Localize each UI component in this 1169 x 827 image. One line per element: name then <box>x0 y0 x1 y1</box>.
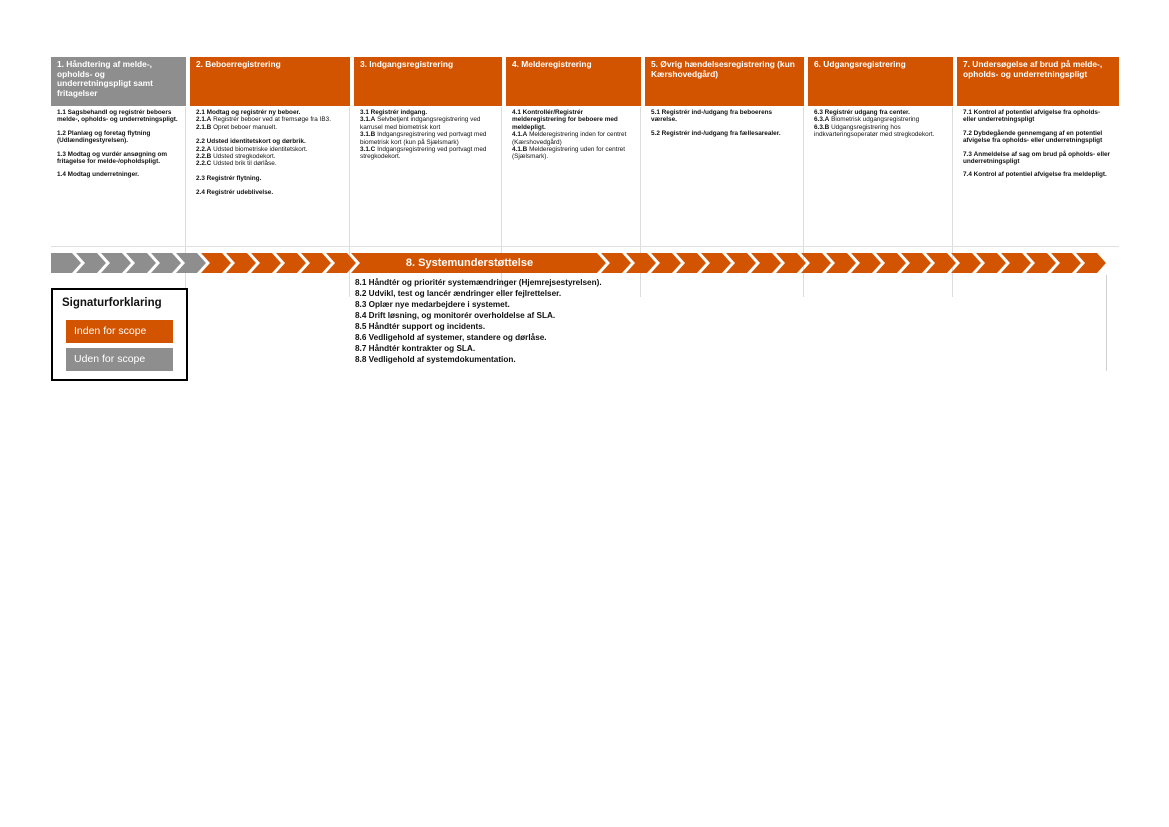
item-text: Registrér ind-/udgang fra beboerens værelse. <box>651 109 773 124</box>
item-text: Kontrol af potentiel afvigelse fra opholds- eller underretningspligt <box>963 109 1101 124</box>
item-id: 7.2 <box>963 129 972 137</box>
item-text: Registrér indgang. <box>370 109 428 116</box>
item-text: Udsted biometriske identitetskort. <box>213 145 308 153</box>
item-text: Udgangsregistrering hos indkvarteringsoperatør med stregkodekort. <box>814 123 935 139</box>
item-id: 1.4 <box>57 171 66 179</box>
item-text: Modtag underretninger. <box>67 171 140 179</box>
item-id: 2.2 <box>196 138 205 146</box>
column-5-header: 5. Øvrig hændelsesregistrering (kun Kærshovedgård) <box>645 57 804 106</box>
support-list <box>347 275 1107 371</box>
item-id: 3.1.A <box>360 116 376 124</box>
item-text: Udsted identitetskort og dørbrik. <box>206 138 306 146</box>
column-7-header: 7. Undersøgelse af brud på melde-, opholds- og underretningspligt <box>957 57 1119 106</box>
item-id: 1.3 <box>57 150 66 158</box>
item-text: Modtag og vurdér ansøgning om fritagelse for melde-/opholdspligt. <box>57 150 168 166</box>
item-id: 4.1.A <box>512 131 528 139</box>
item-id: 4.1.B <box>512 146 528 154</box>
column-4-header: 4. Melderegistrering <box>506 57 641 106</box>
item-text: Melderegistrering inden for centret (Kærshovedgård) <box>512 131 627 146</box>
item-id: 5.2 <box>651 129 660 137</box>
support-item: 8.2 Udvikl, test og lancér ændringer eller fejlrettelser. <box>355 289 562 298</box>
item-id: 1.1 <box>57 109 66 116</box>
item-text: Melderegistrering uden for centret (Sjælsmark). <box>512 146 625 161</box>
chevron-gray <box>51 253 81 273</box>
item-id: 7.1 <box>963 109 972 116</box>
column-2-header: 2. Beboerregistrering <box>190 57 350 106</box>
support-item: 8.1 Håndtér og prioritér systemændringer (Hjemrejsestyrelsen). <box>355 278 602 287</box>
support-item: 8.5 Håndtér support og incidents. <box>355 322 486 331</box>
item-id: 7.3 <box>963 150 972 158</box>
item-text: Dybdegående gennemgang af en potentiel afvigelse fra opholds- eller underretningspligt <box>963 129 1103 145</box>
legend-item-in-scope: Inden for scope <box>66 320 173 343</box>
item-text: Indgangsregistrering ved portvagt med stregkodekort. <box>360 146 487 161</box>
item-id: 6.3.B <box>814 123 830 131</box>
item-id: 2.3 <box>196 174 205 182</box>
item-text: Registrér ind-/udgang fra fællesarealer. <box>661 129 781 137</box>
item-text: Selvbetjent indgangsregistrering ved karrusel med biometrisk kort <box>360 116 481 131</box>
item-id: 2.2.C <box>196 160 212 168</box>
support-item: 8.4 Drift løsning, og monitorér overholdelse af SLA. <box>355 311 556 320</box>
support-title: 8. Systemunderstøttelse <box>405 257 534 269</box>
item-text: Modtag og registrér ny beboer. <box>206 109 301 116</box>
column-6-header: 6. Udgangsregistrering <box>808 57 953 106</box>
item-id: 2.2.A <box>196 145 212 153</box>
item-id: 2.4 <box>196 189 205 197</box>
column-1-header: 1. Håndtering af melde-, opholds- og underretningspligt samt fritagelser <box>51 57 186 106</box>
item-text: Registrér beboer ved at fremsøge fra IB3. <box>213 116 331 124</box>
item-text: Registrér udgang fra center. <box>824 109 910 116</box>
column-3-header: 3. Indgangsregistrering <box>354 57 502 106</box>
item-text: Udsted stregkodekort. <box>213 153 276 161</box>
item-id: 2.2.B <box>196 153 212 161</box>
chevron-arrow-strip <box>0 0 1169 290</box>
item-id: 1.2 <box>57 129 66 137</box>
legend <box>51 288 188 381</box>
item-text: Kontrol af potentiel afvigelse fra meldepligt. <box>973 171 1107 179</box>
item-text: Kontrollér/Registrér melderegistrering for beboere med meldepligt. <box>512 109 618 131</box>
support-item: 8.3 Oplær nye medarbejdere i systemet. <box>355 300 510 309</box>
item-id: 3.1.B <box>360 131 376 139</box>
support-item: 8.6 Vedligehold af systemer, standere og dørlåse. <box>355 333 547 342</box>
item-text: Indgangsregistrering ved portvagt med biometrisk kort (kun på Sjælsmark) <box>360 131 487 146</box>
item-text: Opret beboer manuelt. <box>213 123 278 131</box>
item-text: Planlæg og foretag flytning (Udlændingestyrelsen). <box>57 129 151 145</box>
item-text: Anmeldelse af sag om brud på opholds- eller underretningspligt <box>963 150 1111 166</box>
item-id: 4.1 <box>512 109 521 116</box>
item-id: 2.1.B <box>196 123 212 131</box>
item-id: 6.3 <box>814 109 823 116</box>
legend-title: Signaturforklaring <box>62 297 162 309</box>
support-item: 8.8 Vedligehold af systemdokumentation. <box>355 355 516 364</box>
support-item: 8.7 Håndtér kontrakter og SLA. <box>355 344 476 353</box>
legend-item-out-of-scope: Uden for scope <box>66 348 173 371</box>
item-id: 3.1 <box>360 109 369 116</box>
item-id: 2.1.A <box>196 116 212 124</box>
item-id: 7.4 <box>963 171 972 179</box>
item-id: 6.3.A <box>814 116 830 124</box>
item-text: Sagsbehandl og registrér beboers melde-, opholds- og underretningspligt. <box>57 109 178 124</box>
item-id: 5.1 <box>651 109 660 116</box>
item-text: Registrér flytning. <box>206 174 262 182</box>
item-text: Udsted brik til dørlåse. <box>213 160 277 168</box>
item-text: Registrér udeblivelse. <box>206 189 274 197</box>
item-text: Biometrisk udgangsregistrering <box>831 116 920 124</box>
item-id: 3.1.C <box>360 146 376 154</box>
item-id: 2.1 <box>196 109 205 116</box>
